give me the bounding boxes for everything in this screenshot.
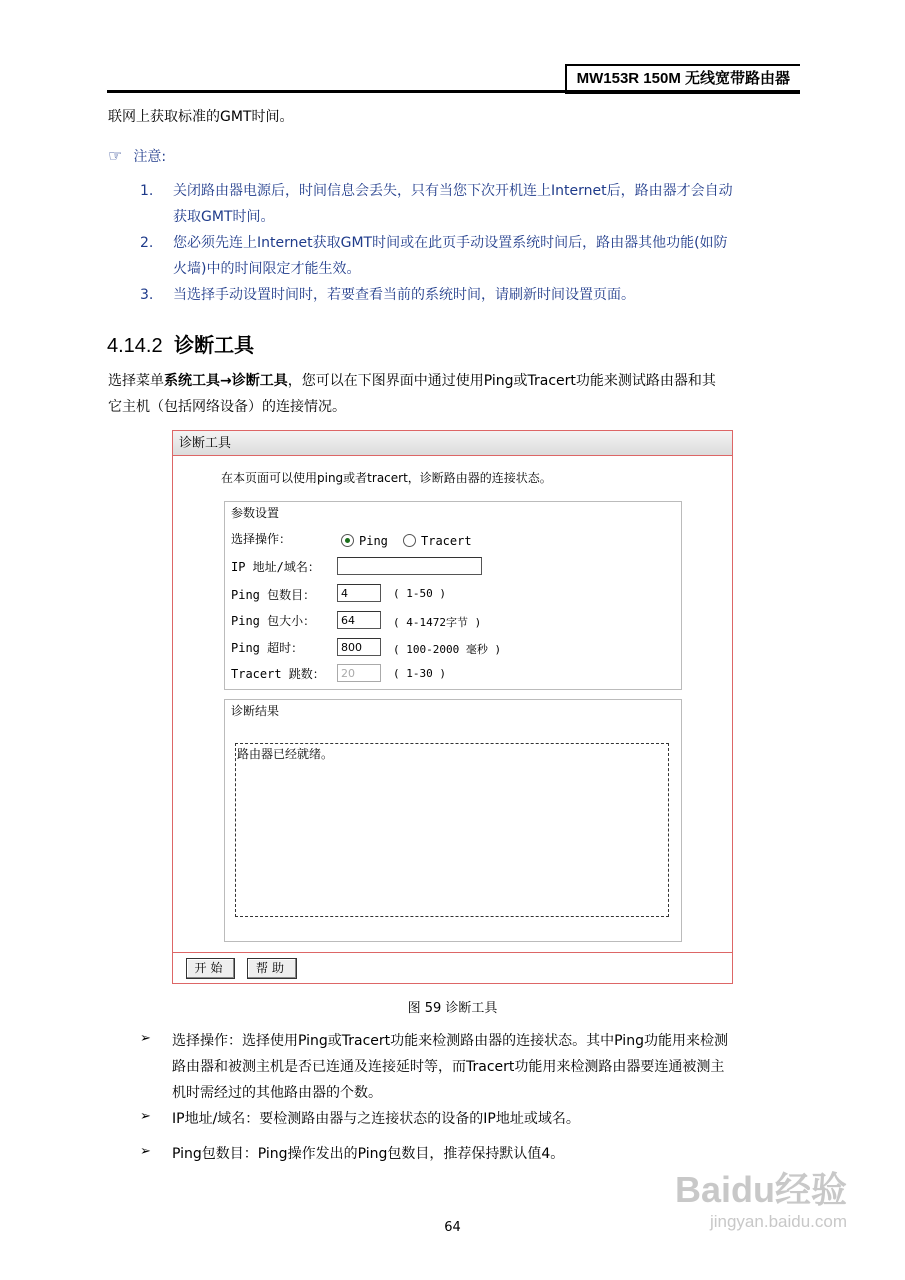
result-legend: 诊断结果 xyxy=(231,704,280,718)
header-rule xyxy=(107,90,800,93)
result-textarea[interactable] xyxy=(235,743,669,917)
help-button[interactable]: 帮助 xyxy=(247,958,297,979)
radio-ping[interactable] xyxy=(341,534,354,547)
diagnostic-tool-panel xyxy=(172,430,733,984)
ip-input[interactable] xyxy=(337,557,482,575)
note-header xyxy=(108,146,166,166)
button-bar-rule xyxy=(173,952,732,953)
count-hint: ( 1-50 ) xyxy=(393,587,446,600)
section-title: 4.14.2 诊断工具 xyxy=(107,335,255,357)
count-label: Ping 包数目： xyxy=(231,588,316,602)
radio-tracert-label[interactable]: Tracert xyxy=(421,534,472,548)
hops-hint: ( 1-30 ) xyxy=(393,667,446,680)
baidu-watermark-url: jingyan.baidu.com xyxy=(709,1212,847,1231)
size-input[interactable]: 64 xyxy=(337,611,381,629)
size-hint: ( 4-1472字节 ) xyxy=(393,616,482,629)
section-desc: 选择菜单系统工具→诊断工具，您可以在下图界面中通过使用Ping或Tracert功能来测试路由器和其 xyxy=(108,373,716,389)
header-title: MW153R 150M 无线宽带路由器 xyxy=(565,64,800,94)
panel-title: 诊断工具 xyxy=(173,431,732,456)
page-number: 64 xyxy=(444,1220,461,1235)
radio-tracert[interactable] xyxy=(403,534,416,547)
radio-ping-label[interactable]: Ping xyxy=(359,534,388,548)
baidu-watermark: Baidu经验 xyxy=(674,1169,847,1210)
count-input[interactable]: 4 xyxy=(337,584,381,602)
bullet-item-1: ➢ 选择操作：选择使用Ping或Tracert功能来检测路由器的连接状态。其中Ping功能用来检测 路由器和被测主机是否已连通及连接延时等，而Tracert功能用来检测路由器要连通被测主 机时需经过的其他路由器的个数。 xyxy=(140,1031,728,1101)
section-desc-line2: 它主机（包括网络设备）的连接情况。 xyxy=(108,399,346,415)
pointing-hand-icon: ☞ xyxy=(108,146,123,165)
result-fieldset xyxy=(224,699,682,942)
arrow-bullet-icon: ➢ xyxy=(140,1144,151,1159)
params-fieldset xyxy=(224,501,682,690)
timeout-label: Ping 超时： xyxy=(231,641,304,655)
panel-intro: 在本页面可以使用ping或者tracert，诊断路由器的连接状态。 xyxy=(221,471,552,485)
timeout-hint: ( 100-2000 毫秒 ) xyxy=(393,643,502,656)
size-label: Ping 包大小： xyxy=(231,614,316,628)
note-item-1: 1. 关闭路由器电源后，时间信息会丢失，只有当您下次开机连上Internet后，路由器才会自动 获取GMT时间。 xyxy=(140,183,733,225)
operation-label: 选择操作： xyxy=(231,532,292,546)
arrow-bullet-icon: ➢ xyxy=(140,1109,151,1124)
note-label: 注意: xyxy=(133,149,167,165)
intro-line: 联网上获取标准的GMT时间。 xyxy=(108,109,294,125)
note-item-2: 2. 您必须先连上Internet获取GMT时间或在此页手动设置系统时间后，路由器其他功能(如防 火墙)中的时间限定才能生效。 xyxy=(140,235,728,277)
params-legend: 参数设置 xyxy=(231,506,280,520)
bullet-item-3: ➢ Ping包数目：Ping操作发出的Ping包数目，推荐保持默认值4。 xyxy=(140,1144,565,1162)
ip-label: IP 地址/域名： xyxy=(231,560,320,574)
figure-caption: 图 59 诊断工具 xyxy=(407,1001,498,1016)
timeout-input[interactable]: 800 xyxy=(337,638,381,656)
start-button[interactable]: 开始 xyxy=(186,958,235,979)
bullet-item-2: ➢ IP地址/域名：要检测路由器与之连接状态的设备的IP地址或域名。 xyxy=(140,1109,580,1127)
note-item-3: 3. 当选择手动设置时间时，若要查看当前的系统时间，请刷新时间设置页面。 xyxy=(140,287,635,303)
result-text: 路由器已经就绪。 xyxy=(237,747,334,761)
hops-label: Tracert 跳数： xyxy=(231,667,325,681)
arrow-bullet-icon: ➢ xyxy=(140,1031,151,1046)
hops-input: 20 xyxy=(337,664,381,682)
